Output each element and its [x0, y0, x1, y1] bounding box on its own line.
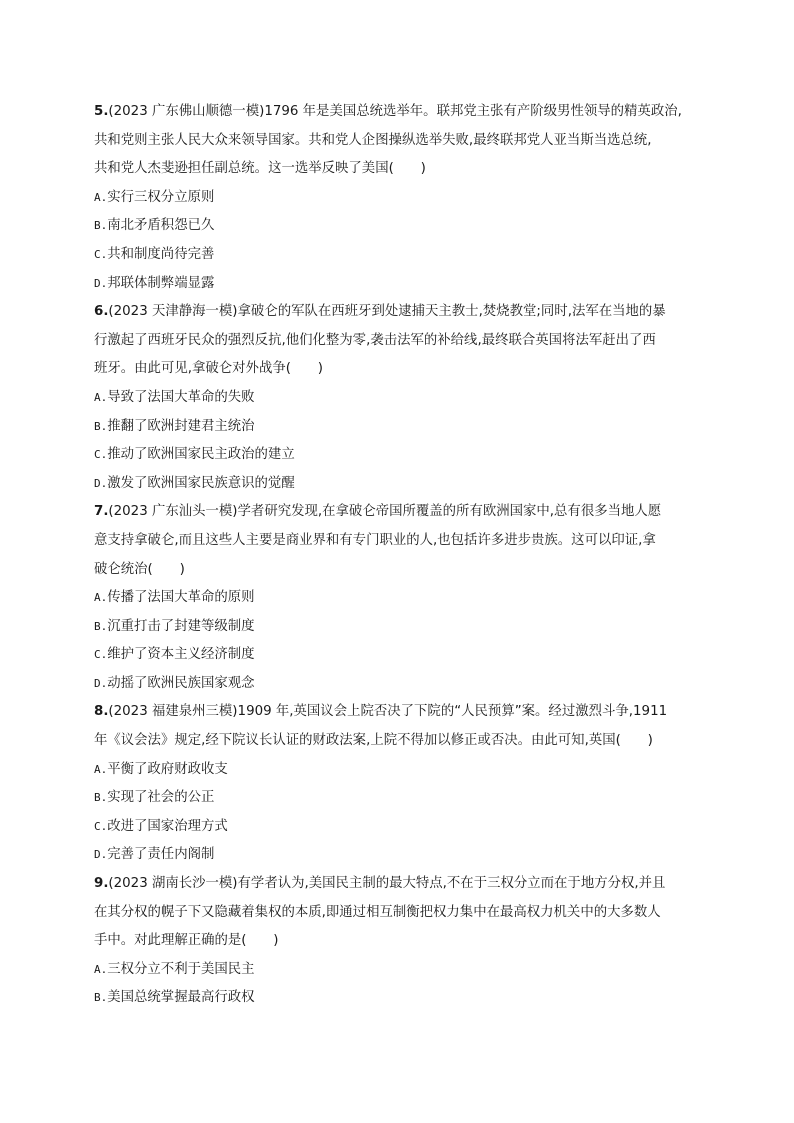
- option-text: 导致了法国大革命的失败: [107, 389, 255, 405]
- question-9: [94, 870, 714, 1013]
- question-number: 5.: [94, 104, 109, 119]
- question-number: 7.: [94, 504, 109, 520]
- option-text: 动摇了欧洲民族国家观念: [107, 675, 255, 691]
- stem-text: 学者研究发现,在拿破仑帝国所覆盖的所有欧洲国家中,总有很多当地人愿: [237, 504, 662, 520]
- stem-text: 拿破仑的军队在西班牙到处逮捕天主教士,焚烧教堂;同时,法军在当地的暴: [237, 304, 666, 320]
- question-stem: [94, 498, 714, 584]
- option-text: 激发了欧洲国家民族意识的觉醒: [107, 475, 295, 491]
- option-a: [94, 384, 714, 413]
- question-source: (2023 广东汕头一模): [108, 504, 238, 520]
- option-a: [94, 756, 714, 785]
- option-c: [94, 813, 714, 842]
- option-text: 维护了资本主义经济制度: [107, 647, 255, 663]
- option-letter: C.: [94, 448, 108, 462]
- option-a: [94, 584, 714, 613]
- question-8: [94, 698, 714, 870]
- option-letter: D.: [94, 676, 108, 690]
- option-a: [94, 184, 714, 213]
- stem-line: [94, 698, 714, 727]
- stem-text: 手中。对此理解正确的是( ): [94, 933, 279, 949]
- question-7: [94, 498, 714, 698]
- stem-line: [94, 127, 714, 156]
- question-number: 6.: [94, 304, 109, 320]
- question-6: [94, 298, 714, 498]
- document-page: [94, 98, 714, 1013]
- option-letter: A.: [94, 762, 108, 776]
- stem-line: [94, 927, 714, 956]
- option-letter: C.: [94, 819, 108, 833]
- option-b: [94, 613, 714, 642]
- option-d: [94, 841, 714, 870]
- option-letter: C.: [94, 648, 108, 662]
- option-text: 推翻了欧洲封建君主统治: [107, 418, 255, 434]
- option-letter: A.: [94, 962, 108, 976]
- question-source: (2023 福建泉州三模): [108, 704, 238, 720]
- option-letter: B.: [94, 991, 108, 1005]
- option-b: [94, 784, 714, 813]
- stem-line: [94, 527, 714, 556]
- stem-line: [94, 727, 714, 756]
- option-letter: A.: [94, 591, 108, 605]
- question-stem: [94, 298, 714, 384]
- question-5: [94, 98, 714, 298]
- stem-text: 行激起了西班牙民众的强烈反抗,他们化整为零,袭击法军的补给线,最终联合英国将法军赶出了西: [94, 332, 656, 348]
- option-c: [94, 641, 714, 670]
- option-text: 推动了欧洲国家民主政治的建立: [107, 447, 295, 463]
- option-b: [94, 212, 714, 241]
- option-text: 平衡了政府财政收支: [107, 761, 228, 777]
- option-d: [94, 670, 714, 699]
- option-text: 完善了责任内阁制: [107, 847, 215, 863]
- stem-line: [94, 498, 714, 527]
- stem-line: [94, 556, 714, 585]
- option-c: [94, 441, 714, 470]
- option-letter: B.: [94, 791, 108, 805]
- stem-line: [94, 870, 714, 899]
- option-text: 传播了法国大革命的原则: [107, 590, 255, 606]
- option-letter: A.: [94, 390, 108, 404]
- option-text: 南北矛盾积怨已久: [107, 218, 215, 234]
- option-a: [94, 956, 714, 985]
- question-source: (2023 湖南长沙一模): [108, 876, 238, 892]
- option-letter: D.: [94, 276, 108, 290]
- stem-text: 在其分权的幌子下又隐藏着集权的本质,即通过相互制衡把权力集中在最高权力机关中的大多数人: [94, 904, 661, 920]
- option-d: [94, 270, 714, 299]
- stem-text: 1909 年,英国议会上院否决了下院的“人民预算”案。经过激烈斗争,1911: [237, 704, 668, 720]
- question-stem: [94, 870, 714, 956]
- stem-line: [94, 327, 714, 356]
- option-b: [94, 984, 714, 1013]
- stem-text: 共和党人杰斐逊担任副总统。这一选举反映了美国( ): [94, 161, 426, 177]
- option-text: 实行三权分立原则: [107, 189, 215, 205]
- option-text: 沉重打击了封建等级制度: [107, 618, 255, 634]
- option-d: [94, 470, 714, 499]
- stem-text: 班牙。由此可见,拿破仑对外战争( ): [94, 361, 323, 377]
- question-source: (2023 天津静海一模): [108, 304, 238, 320]
- option-text: 三权分立不利于美国民主: [107, 961, 255, 977]
- stem-text: 共和党则主张人民大众来领导国家。共和党人企图操纵选举失败,最终联邦党人亚当斯当选总统,: [94, 132, 652, 148]
- option-letter: A.: [94, 190, 108, 204]
- option-letter: D.: [94, 848, 108, 862]
- option-text: 美国总统掌握最高行政权: [107, 990, 255, 1006]
- option-letter: D.: [94, 476, 108, 490]
- option-text: 实现了社会的公正: [107, 790, 215, 806]
- question-source: (2023 广东佛山顺德一模): [108, 104, 265, 119]
- stem-text: 意支持拿破仑,而且这些人主要是商业界和有专门职业的人,也包括许多进步贵族。这可以印证,拿: [94, 532, 656, 548]
- stem-text: 年《议会法》规定,经下院议长认证的财政法案,上院不得加以修正或否决。由此可知,英国( ): [94, 733, 653, 749]
- stem-text: 1796 年是美国总统选举年。联邦党主张有产阶级男性领导的精英政治,: [264, 104, 682, 119]
- stem-line: [94, 155, 714, 184]
- option-text: 共和制度尚待完善: [107, 246, 215, 262]
- option-letter: B.: [94, 619, 108, 633]
- option-letter: B.: [94, 219, 108, 233]
- option-text: 改进了国家治理方式: [107, 818, 228, 834]
- option-letter: C.: [94, 247, 108, 261]
- question-stem: [94, 98, 714, 184]
- question-number: 9.: [94, 876, 109, 892]
- stem-line: [94, 98, 714, 127]
- question-stem: [94, 698, 714, 755]
- question-number: 8.: [94, 704, 109, 720]
- option-c: [94, 241, 714, 270]
- stem-text: 破仑统治( ): [94, 561, 185, 577]
- option-letter: B.: [94, 419, 108, 433]
- option-text: 邦联体制弊端显露: [107, 275, 215, 291]
- stem-line: [94, 355, 714, 384]
- stem-text: 有学者认为,美国民主制的最大特点,不在于三权分立而在于地方分权,并且: [237, 876, 666, 892]
- option-b: [94, 413, 714, 442]
- stem-line: [94, 899, 714, 928]
- stem-line: [94, 298, 714, 327]
